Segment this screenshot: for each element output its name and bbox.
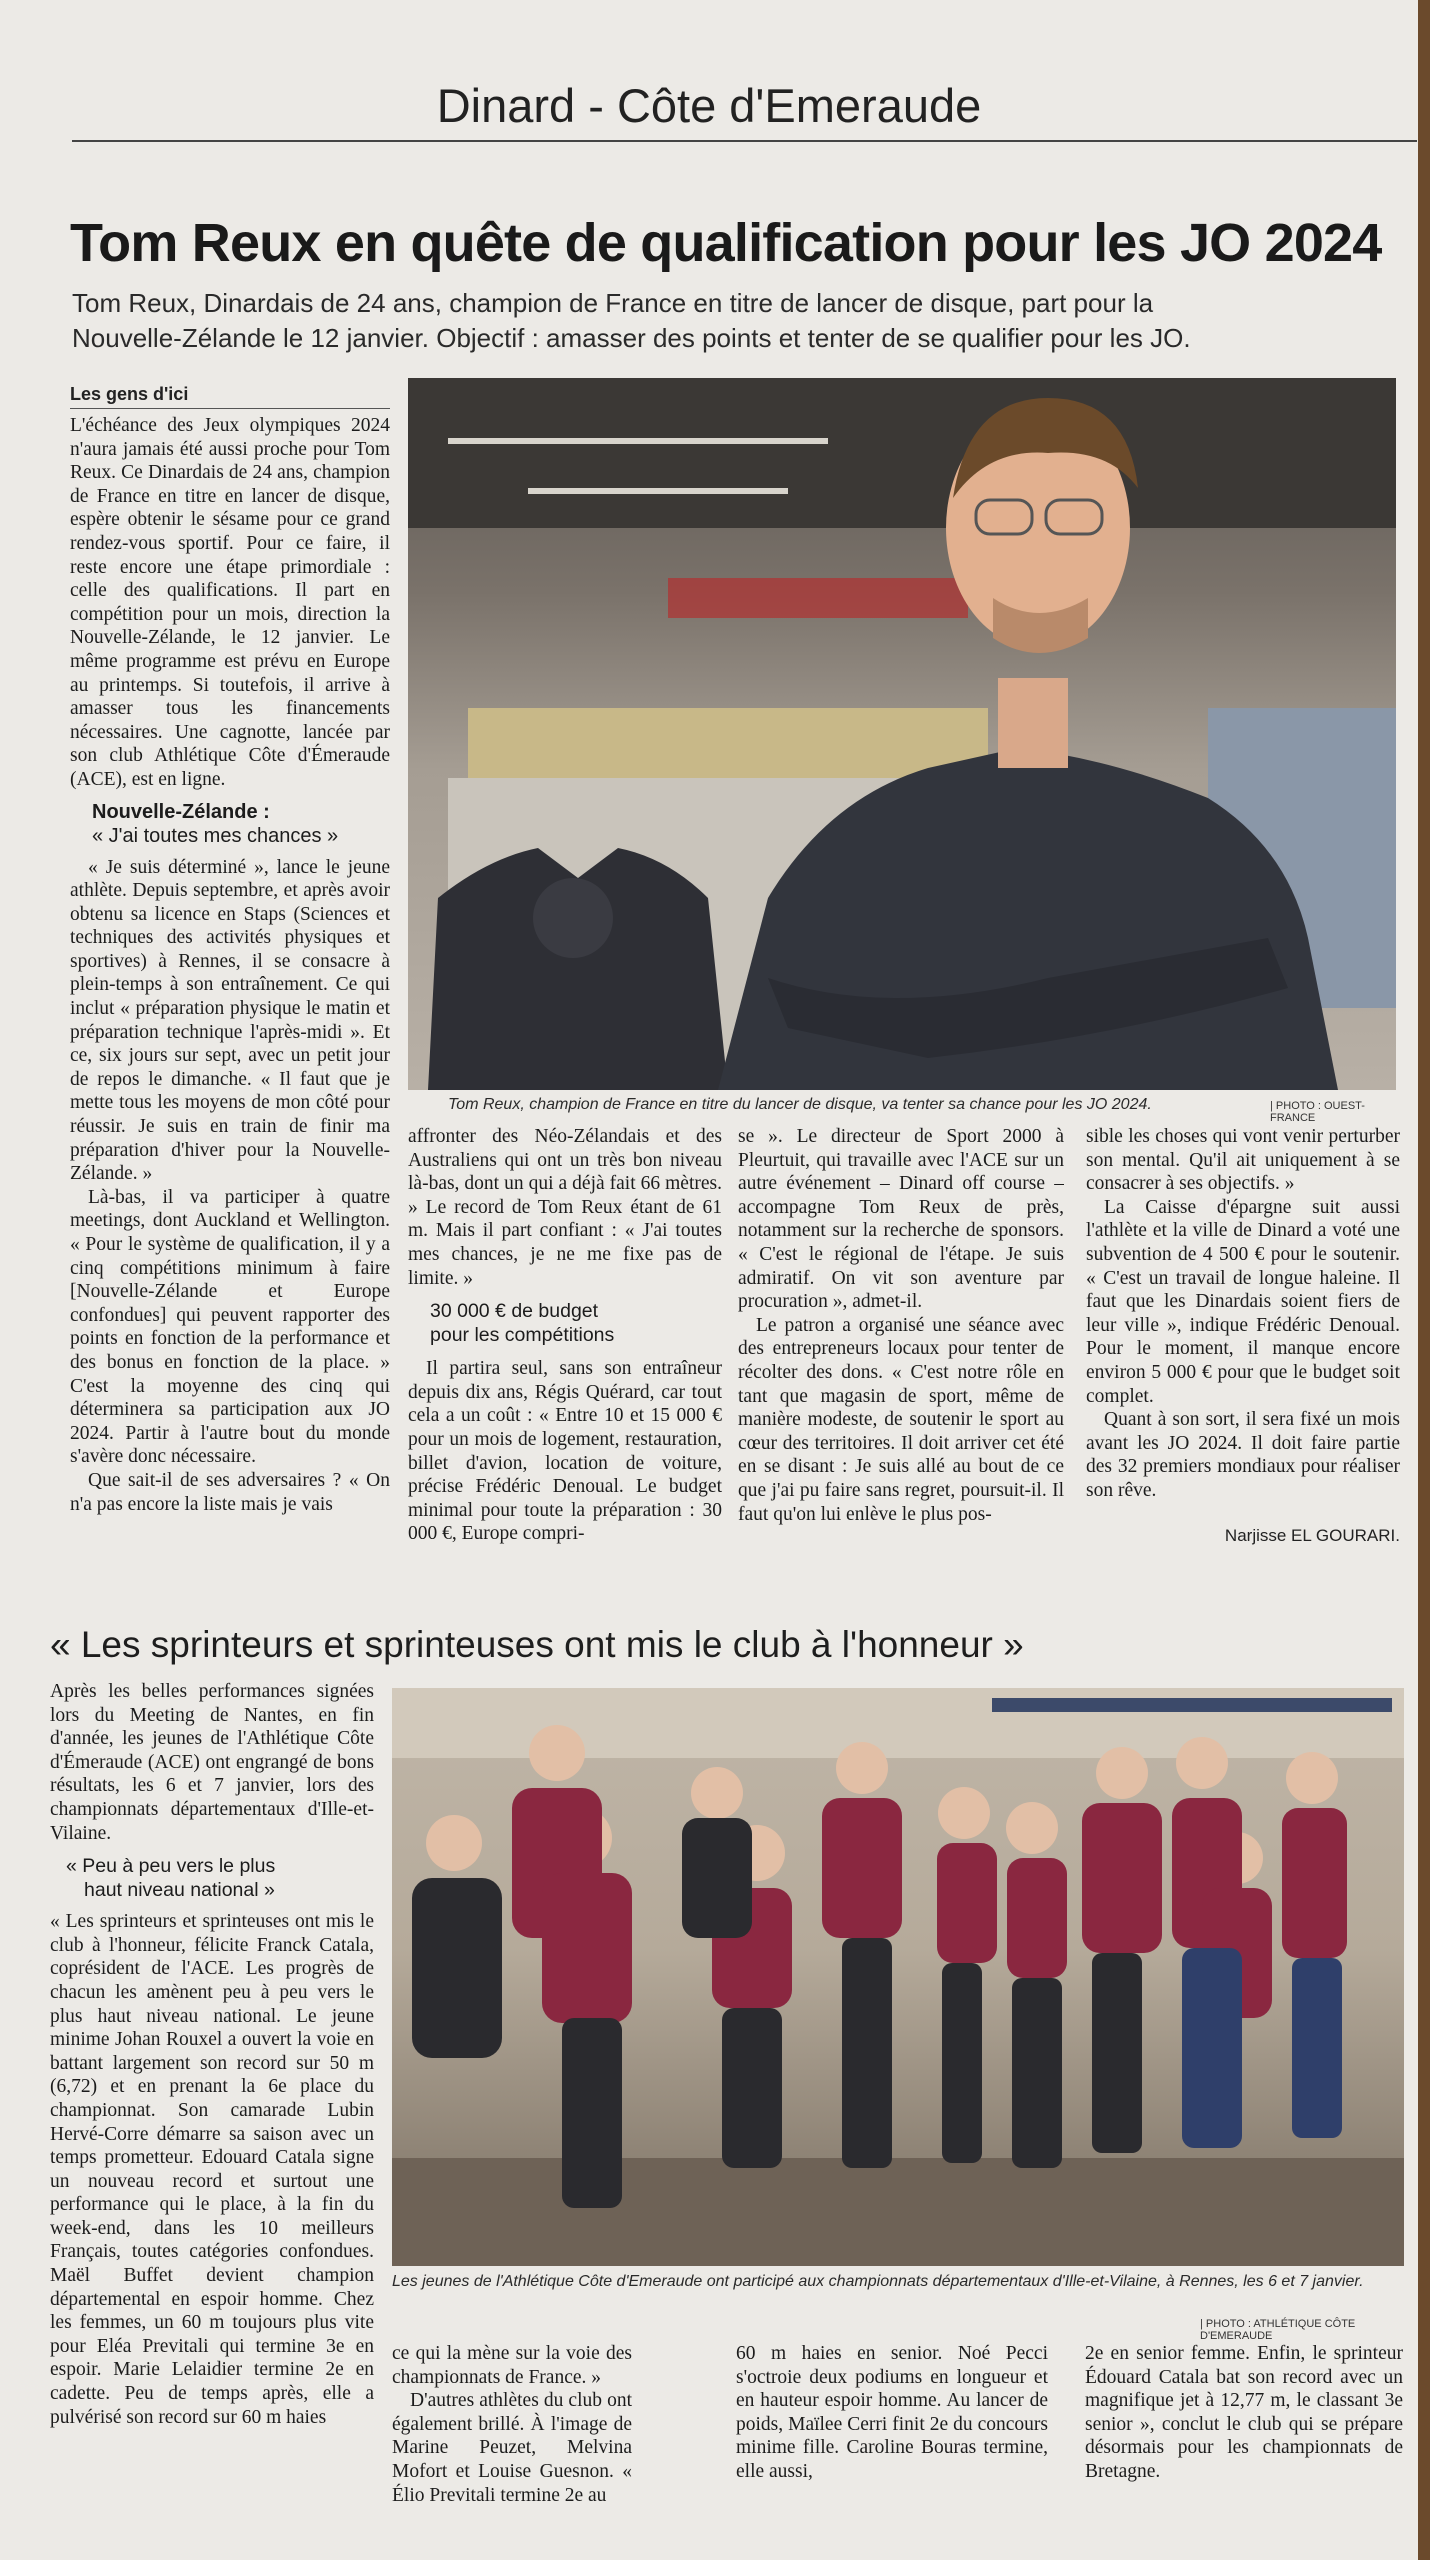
subheading-line: « Peu à peu vers le plus xyxy=(66,1855,276,1878)
article2-column-4 xyxy=(1085,2342,1403,2532)
store-scene-illustration xyxy=(408,378,1396,1090)
article1-column-1 xyxy=(70,414,390,1562)
article1-column-2 xyxy=(408,1125,722,1563)
photo-credit: | PHOTO : OUEST-FRANCE xyxy=(1270,1100,1365,1124)
paragraph: Que sait-il de ses adversaires ? « On n'a pas encore la liste mais je vais xyxy=(70,1469,390,1515)
section-rule xyxy=(72,140,1417,142)
subheading xyxy=(430,1300,722,1347)
paragraph: sible les choses qui vont venir perturber son mental. Qu'il ait uniquement à se consacrer à ses objectifs. » xyxy=(1086,1126,1400,1195)
article-lead: Tom Reux, Dinardais de 24 ans, champion de France en titre de lancer de disque, part pour la Nouvelle-Zélande le 12 janvier. Objectif : amasser des points et tenter de se qualifier pour les JO. xyxy=(72,288,1191,353)
subheading-line: haut niveau national » xyxy=(84,1878,275,1901)
rubric-rule xyxy=(70,408,390,409)
subheading-line: 30 000 € de budget xyxy=(430,1300,599,1323)
paragraph: affronter des Néo-Zélandais et des Australiens qui ont un très bon niveau là-bas, dont un qui a déjà fait 66 mètres. » Le record de Tom Reux étant de 61 m. Mais il part confiant : « J'ai toutes mes chances, je ne me fixe pas de limite. » xyxy=(408,1126,722,1289)
article2-title: « Les sprinteurs et sprinteuses ont mis le club à l'honneur » xyxy=(50,1624,1024,1665)
paragraph: D'autres athlètes du club ont également brillé. À l'image de Marine Peuzet, Melvina Mofort et Louise Guesnon. « Élio Previtali termine 2e au xyxy=(392,2390,632,2506)
article-title: Tom Reux en quête de qualification pour les JO 2024 xyxy=(70,213,1382,273)
subheading-line: Nouvelle-Zélande : xyxy=(92,800,270,823)
photo-credit: | PHOTO : ATHLÉTIQUE CÔTE D'EMERAUDE xyxy=(1200,2318,1356,2342)
paragraph: La Caisse d'épargne suit aussi l'athlète et la ville de Dinard a voté une subvention de 4 500 € pour le soutenir. « C'est un travail de longue haleine. Il faut que les Dinardais soient fiers de leur ville », indique Frédéric Denoual. Pour le moment, il manque encore environ 5 000 € pour que le budget soit complet. xyxy=(1086,1196,1400,1407)
paragraph: L'échéance des Jeux olympiques 2024 n'aura jamais été aussi proche pour Tom Reux. Ce Dinardais de 24 ans, champion de France en titre en lancer de disque, espère obtenir le sésame pour ce grand rendez-vous sportif. Pour ce faire, il reste encore une étape primordiale : celle des qualifications. Il part en compétition pour un mois, direction la Nouvelle-Zélande, le 12 janvier. Le même programme est prévu en Europe au printemps. Si toutefois, il arrive à amasser tous les financements nécessaires. Une cagnotte, lancée par son club Athlétique Côte d'Émeraude (ACE), est en ligne. xyxy=(70,415,390,790)
article2-column-1 xyxy=(50,1680,374,2515)
article1-column-3 xyxy=(738,1125,1064,1563)
photo-caption: Tom Reux, champion de France en titre du lancer de disque, va tenter sa chance pour les JO 2024. xyxy=(448,1096,1152,1113)
rubric-label: Les gens d'ici xyxy=(70,384,189,404)
paragraph: Après les belles performances signées lors du Meeting de Nantes, en fin d'année, les jeunes de l'Athlétique Côte d'Émeraude (ACE) ont engrangé de bons résultats, les 6 et 7 janvier, lors des championnats départementaux d'Ille-et-Vilaine. xyxy=(50,1681,374,1844)
article1-column-4 xyxy=(1086,1125,1400,1525)
subheading-line: « J'ai toutes mes chances » xyxy=(92,824,339,847)
paragraph: Là-bas, il va participer à quatre meetings, dont Auckland et Wellington. « Pour le système de qualification, il y a cinq compétitions minimum à faire [Nouvelle-Zélande et Europe confondues] qui peuvent rapporter des points en fonction de la performance et des bonus en fonction de la place. » C'est la moyenne des cinq qui déterminera sa participation aux JO 2024. Partir à l'autre bout du monde s'avère donc nécessaire. xyxy=(70,1186,390,1468)
paragraph: « Les sprinteurs et sprinteuses ont mis le club à l'honneur, félicite Franck Catala, coprésident de l'ACE. Les progrès de chacun les amènent peu à peu vers le plus haut niveau national. Le jeune minime Johan Rouxel a ouvert la voie en battant largement son record sur 50 m (6,72) et en prenant la 6e place du championnat. Son camarade Lubin Hervé-Corre démarre sa saison avec un temps prometteur. Edouard Catala signe un nouveau record et surtout une performance qui le place, à la fin du week-end, dans les 10 meilleurs Français, toutes catégories confondues. Maël Buffet devient champion départemental en espoir homme. Chez les femmes, un 60 m toujours plus vite pour Eléa Previtali qui termine 3e en espoir. Marie Lelaidier termine 2e en cadette. Peu de temps après, elle a pulvérisé son record sur 60 m haies xyxy=(50,1911,374,2428)
article2-column-2 xyxy=(392,2342,632,2532)
subheading xyxy=(66,1855,374,1902)
article2-photo xyxy=(392,1688,1404,2266)
byline: Narjisse EL GOURARI. xyxy=(1224,1526,1400,1545)
paragraph: se ». Le directeur de Sport 2000 à Pleurtuit, qui travaille avec l'ACE sur un autre événement – Dinard off course – accompagne Tom Reux de près, notamment sur la recherche de sponsors. « C'est le régional de l'étape. Je suis admiratif. On vit son aventure par procuration », admet-il. xyxy=(738,1126,1064,1313)
subheading-line: pour les compétitions xyxy=(430,1323,615,1346)
paragraph: « Je suis déterminé », lance le jeune athlète. Depuis septembre, et après avoir obtenu sa licence en Staps (Sciences et techniques des activités physiques et sportives) à Rennes, il se consacre à plein-temps à son entraînement. Ce qui inclut « préparation physique le matin et préparation technique l'après-midi ». Et ce, six jours sur sept, avec un petit jour de repos le dimanche. « Il faut que je mette tous les moyens de mon côté pour réussir. Je suis en train de finir ma préparation d'hiver pour la Nouvelle-Zélande. » xyxy=(70,856,390,1185)
paragraph: 2e en senior femme. Enfin, le sprinteur Édouard Catala bat son record avec un magnifique jet à 12,77 m, le classant 3e senior », conclut le club qui se prépare désormais pour les championnats de Bretagne. xyxy=(1085,2343,1403,2482)
photo-caption: Les jeunes de l'Athlétique Côte d'Emeraude ont participé aux championnats départementaux d'Ille-et-Vilaine, à Rennes, les 6 et 7 janvier. xyxy=(392,2273,1364,2290)
paragraph: Le patron a organisé une séance avec des entrepreneurs locaux pour tenter de récolter des dons. « C'est notre rôle en tant que magasin de sport, même de manière modeste, de soutenir le sport au cœur des territoires. Il doit arriver cet été en se disant : Je suis allé au bout de ce que j'ai pu faire sans regret, poursuit-il. Il faut qu'on lui enlève le plus pos- xyxy=(738,1314,1064,1525)
team-group-illustration xyxy=(392,1688,1404,2266)
paragraph: ce qui la mène sur la voie des championnats de France. » xyxy=(392,2343,632,2388)
paragraph: 60 m haies en senior. Noé Pecci s'octroie deux podiums en longueur et en hauteur espoir homme. Au lancer de poids, Maïlee Cerri finit 2e du concours minime fille. Caroline Bouras termine, elle aussi, xyxy=(736,2343,1048,2482)
article1-photo xyxy=(408,378,1396,1090)
subheading xyxy=(92,800,390,848)
article2-column-3 xyxy=(736,2342,1048,2532)
section-header: Dinard - Côte d'Emeraude xyxy=(436,79,982,132)
paragraph: Quant à son sort, il sera fixé un mois avant les JO 2024. Il doit faire partie des 32 premiers mondiaux pour réaliser son rêve. xyxy=(1086,1409,1400,1501)
paragraph: Il partira seul, sans son entraîneur depuis dix ans, Régis Quérard, car tout cela a un coût : « Entre 10 et 15 000 € pour un mois de logement, restauration, billet d'avion, location de voiture, précise Frédéric Denoual. Le budget minimal pour toute la préparation : 30 000 €, Europe compri- xyxy=(408,1358,722,1545)
